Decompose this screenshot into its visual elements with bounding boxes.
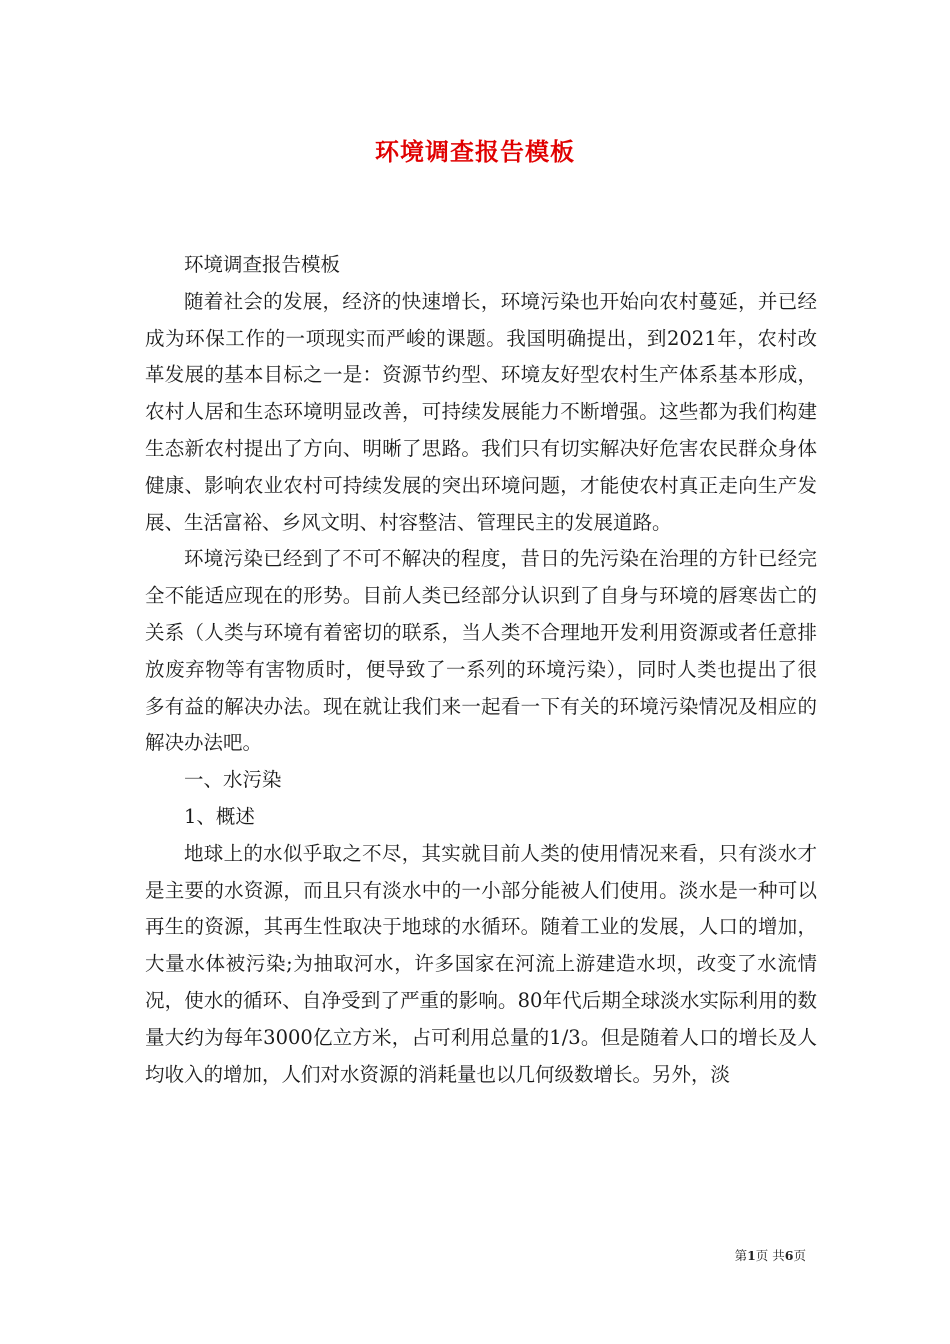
footer-middle: 页 共: [755, 1248, 785, 1263]
page-number-footer: [735, 1246, 806, 1264]
paragraph-intro: 随着社会的发展，经济的快速增长，环境污染也开始向农村蔓延，并已经成为环保工作的一项现实而严峻的课题。我国明确提出，到2021年，农村改革发展的基本目标之一是：资源节约型、环境友好型农村生产体系基本形成，农村人居和生态环境明显改善，可持续发展能力不断增强。这些都为我们构建生态新农村提出了方向、明晰了思路。我们只有切实解决好危害农民群众身体健康、影响农业农村可持续发展的突出环境问题，才能使农村真正走向生产发展、生活富裕、乡风文明、村容整洁、管理民主的发展道路。: [145, 289, 817, 534]
total-page-number: 6: [784, 1248, 794, 1263]
subsection-heading-overview: 1、概述: [184, 804, 255, 828]
paragraph-water-overview: 地球上的水似乎取之不尽，其实就目前人类的使用情况来看，只有淡水才是主要的水资源，而且只有淡水中的一小部分能被人们使用。淡水是一种可以再生的资源，其再生性取决于地球的水循环。随着工业的发展，人口的增加，大量水体被污染;为抽取河水，许多国家在河流上游建造水坝，改变了水流情况，使水的循环、自净受到了严重的影响。80年代后期全球淡水实际利用的数量大约为每年3000亿立方米，占可利用总量的1/3。但是随着人口的增长及人均收入的增加，人们对水资源的消耗量也以几何级数增长。另外，淡: [145, 841, 817, 1086]
current-page-number: 1: [747, 1248, 756, 1263]
page-title: 环境调查报告模板: [375, 137, 575, 166]
document-body: [145, 247, 817, 1093]
paragraph-subtitle: 环境调查报告模板: [184, 253, 341, 276]
paragraph-pollution: 环境污染已经到了不可不解决的程度，昔日的先污染在治理的方针已经完全不能适应现在的形势。目前人类已经部分认识到了自身与环境的唇寒齿亡的关系（人类与环境有着密切的联系，当人类不合理地开发利用资源或者任意排放废弃物等有害物质时，便导致了一系列的环境污染），同时人类也提出了很多有益的解决办法。现在就让我们来一起看一下有关的环境污染情况及相应的解决办法吧。: [145, 547, 817, 755]
footer-suffix: 页: [793, 1248, 806, 1263]
section-heading-water: 一、水污染: [184, 768, 282, 792]
footer-prefix: 第: [734, 1248, 748, 1263]
